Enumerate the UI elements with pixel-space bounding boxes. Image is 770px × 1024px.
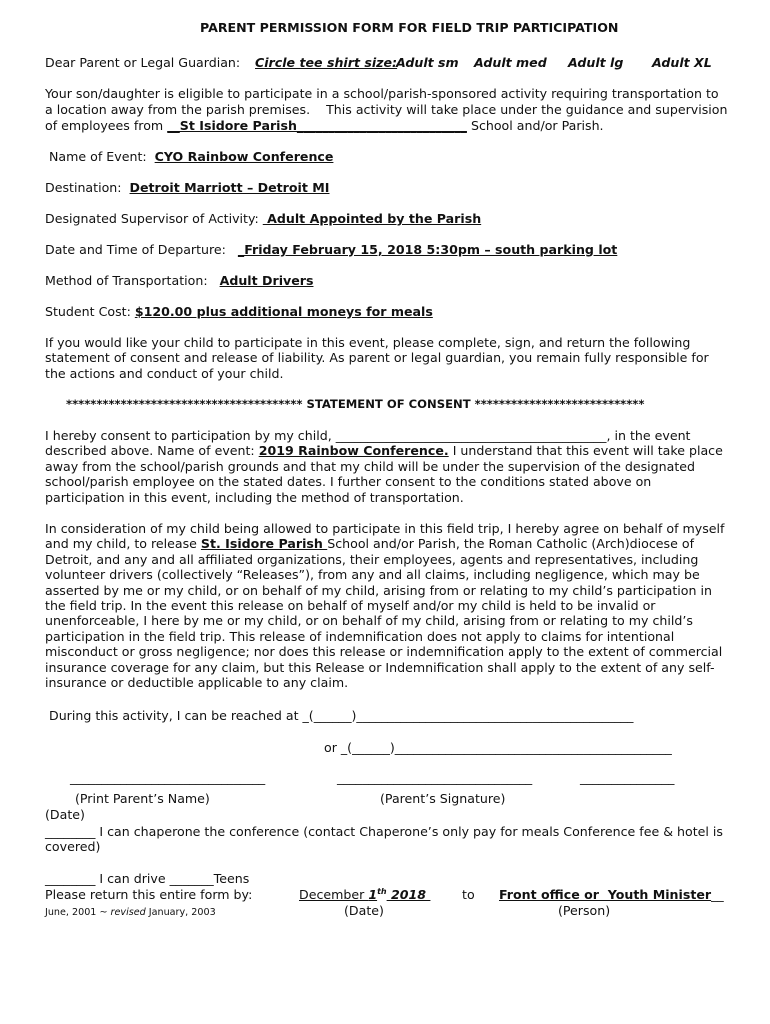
consent-event-name: 2019 Rainbow Conference.: [258, 443, 449, 459]
intro-line-3-prefix: of employees from: [45, 118, 168, 133]
field-label: Name of Event:: [45, 149, 155, 164]
release-text-2: School and/or Parish, the Roman Catholic (Arch)diocese of Detroit, and any and all affiliated organizations, their employees, agents and representatives, including volunteer drivers (collectively “Releases”), from any and all claims, including negligence, which may be asserted by me or my child, or on behalf of my child, arising from or relating to my child’s participation in the field trip. In the event this release on behalf of myself and/or my child is held to be invalid or unenforceable, I here by me or my child, or on behalf of my child, arising from or relating to my child’s participation in the field trip. This release of indemnification does not apply to claims for intentional misconduct or gross negligence; nor does this release or indemnification apply to the extent of commercial insurance coverage for any claim, but this Release or Indemnification shall apply to the extent of any self-insurance or deductible applicable to any claim.: [45, 536, 723, 691]
signature-line[interactable]: _______________________________: [337, 770, 533, 785]
field-value[interactable]: Detroit Marriott – Detroit MI: [129, 180, 330, 195]
field-value[interactable]: Adult Appointed by the Parish: [262, 211, 482, 226]
field-label: Destination:: [45, 180, 130, 195]
intro-line-2: a location away from the parish premises. This activity will take place under the guidance and supervision: [45, 102, 728, 117]
print-name-line[interactable]: _______________________________: [70, 770, 266, 785]
return-person-caption: (Person): [558, 903, 611, 918]
field-value[interactable]: Adult Drivers: [219, 273, 314, 288]
return-date-caption: (Date): [344, 903, 384, 918]
footer-text-2: January, 2003: [145, 907, 216, 918]
tshirt-label: Circle tee shirt size:: [255, 55, 398, 70]
tshirt-size-lg[interactable]: Adult lg: [568, 55, 624, 70]
return-person: [499, 887, 724, 902]
return-date-year: 2018: [386, 887, 431, 902]
field-value[interactable]: _Friday February 15, 2018 5:30pm – south parking lot: [237, 242, 618, 257]
form-title: PARENT PERMISSION FORM FOR FIELD TRIP PARTICIPATION: [200, 20, 619, 35]
field-value[interactable]: $120.00 plus additional moneys for meals: [134, 304, 433, 319]
chaperone-option[interactable]: ________ I can chaperone the conference (contact Chaperone’s only pay for meals Conference fee & hotel is covered): [45, 824, 723, 855]
return-to: to: [462, 887, 475, 902]
return-person-trail: __: [711, 887, 724, 902]
consent-paragraph: [45, 428, 725, 505]
intro-line-3: [45, 118, 604, 133]
field-departure: [45, 242, 617, 257]
consent-text-2: I understand that this event will take place away from the school/parish grounds and that my child will be under the supervision of the designated school/parish employee on the stated dates. I further consent to the conditions stated above on participation in this event, including the method of transportation.: [45, 443, 723, 505]
field-label: Student Cost:: [45, 304, 135, 319]
field-destination: [45, 180, 329, 195]
field-label: Date and Time of Departure:: [45, 242, 238, 257]
drive-option[interactable]: ________ I can drive _______Teens: [45, 871, 250, 886]
print-name-caption: (Print Parent’s Name): [75, 791, 210, 806]
return-date-suffix: th: [377, 886, 387, 896]
footer-text: June, 2001 ~: [45, 907, 111, 918]
greeting: Dear Parent or Legal Guardian:: [45, 55, 241, 70]
field-label: Designated Supervisor of Activity:: [45, 211, 263, 226]
release-parish-name: St. Isidore Parish: [200, 536, 328, 552]
date-line[interactable]: _______________: [580, 770, 675, 785]
reach-phone-line-1[interactable]: During this activity, I can be reached at _(______)____________________________________________: [45, 708, 634, 723]
tshirt-size-med[interactable]: Adult med: [474, 55, 547, 70]
return-label: Please return this entire form by:: [45, 887, 253, 902]
participation-paragraph: If you would like your child to participate in this event, please complete, sign, and return the following statement of consent and release of liability. As parent or legal guardian, you remain fully responsible for the actions and conduct of your child.: [45, 335, 709, 381]
field-value[interactable]: CYO Rainbow Conference: [154, 149, 334, 164]
footer-revised: revised: [110, 907, 146, 918]
field-label: Method of Transportation:: [45, 273, 220, 288]
field-event-name: [45, 149, 333, 164]
release-paragraph: [45, 521, 727, 690]
date-caption: (Date): [45, 807, 85, 822]
reach-phone-line-2[interactable]: or _(______)____________________________________________: [324, 740, 672, 755]
parish-blank[interactable]: __St Isidore Parish___________________________: [167, 118, 467, 133]
intro-line-3-suffix: School and/or Parish.: [466, 118, 604, 133]
consent-text: I hereby consent to participation by my child, ___________________________________________, in the event described above. Name of event:: [45, 428, 691, 459]
intro-line-1: Your son/daughter is eligible to participate in a school/parish-sponsored activity requiring transportation to: [45, 86, 719, 101]
field-supervisor: [45, 211, 481, 226]
return-person-name: Front office or Youth Minister: [499, 887, 712, 902]
signature-caption: (Parent’s Signature): [380, 791, 506, 806]
return-date-day: 1: [368, 887, 378, 902]
tshirt-size-xl[interactable]: Adult XL: [652, 55, 712, 70]
field-student-cost: [45, 304, 433, 319]
revision-footer: [45, 905, 216, 920]
field-transportation: [45, 273, 313, 288]
return-date-month: December: [299, 887, 369, 902]
return-date: [299, 887, 430, 902]
release-text: In consideration of my child being allowed to participate in this field trip, I hereby agree on behalf of myself and my child, to release: [45, 521, 725, 552]
tshirt-size-sm[interactable]: Adult sm: [396, 55, 459, 70]
consent-heading: *************************************** STATEMENT OF CONSENT ****************************: [66, 397, 645, 411]
